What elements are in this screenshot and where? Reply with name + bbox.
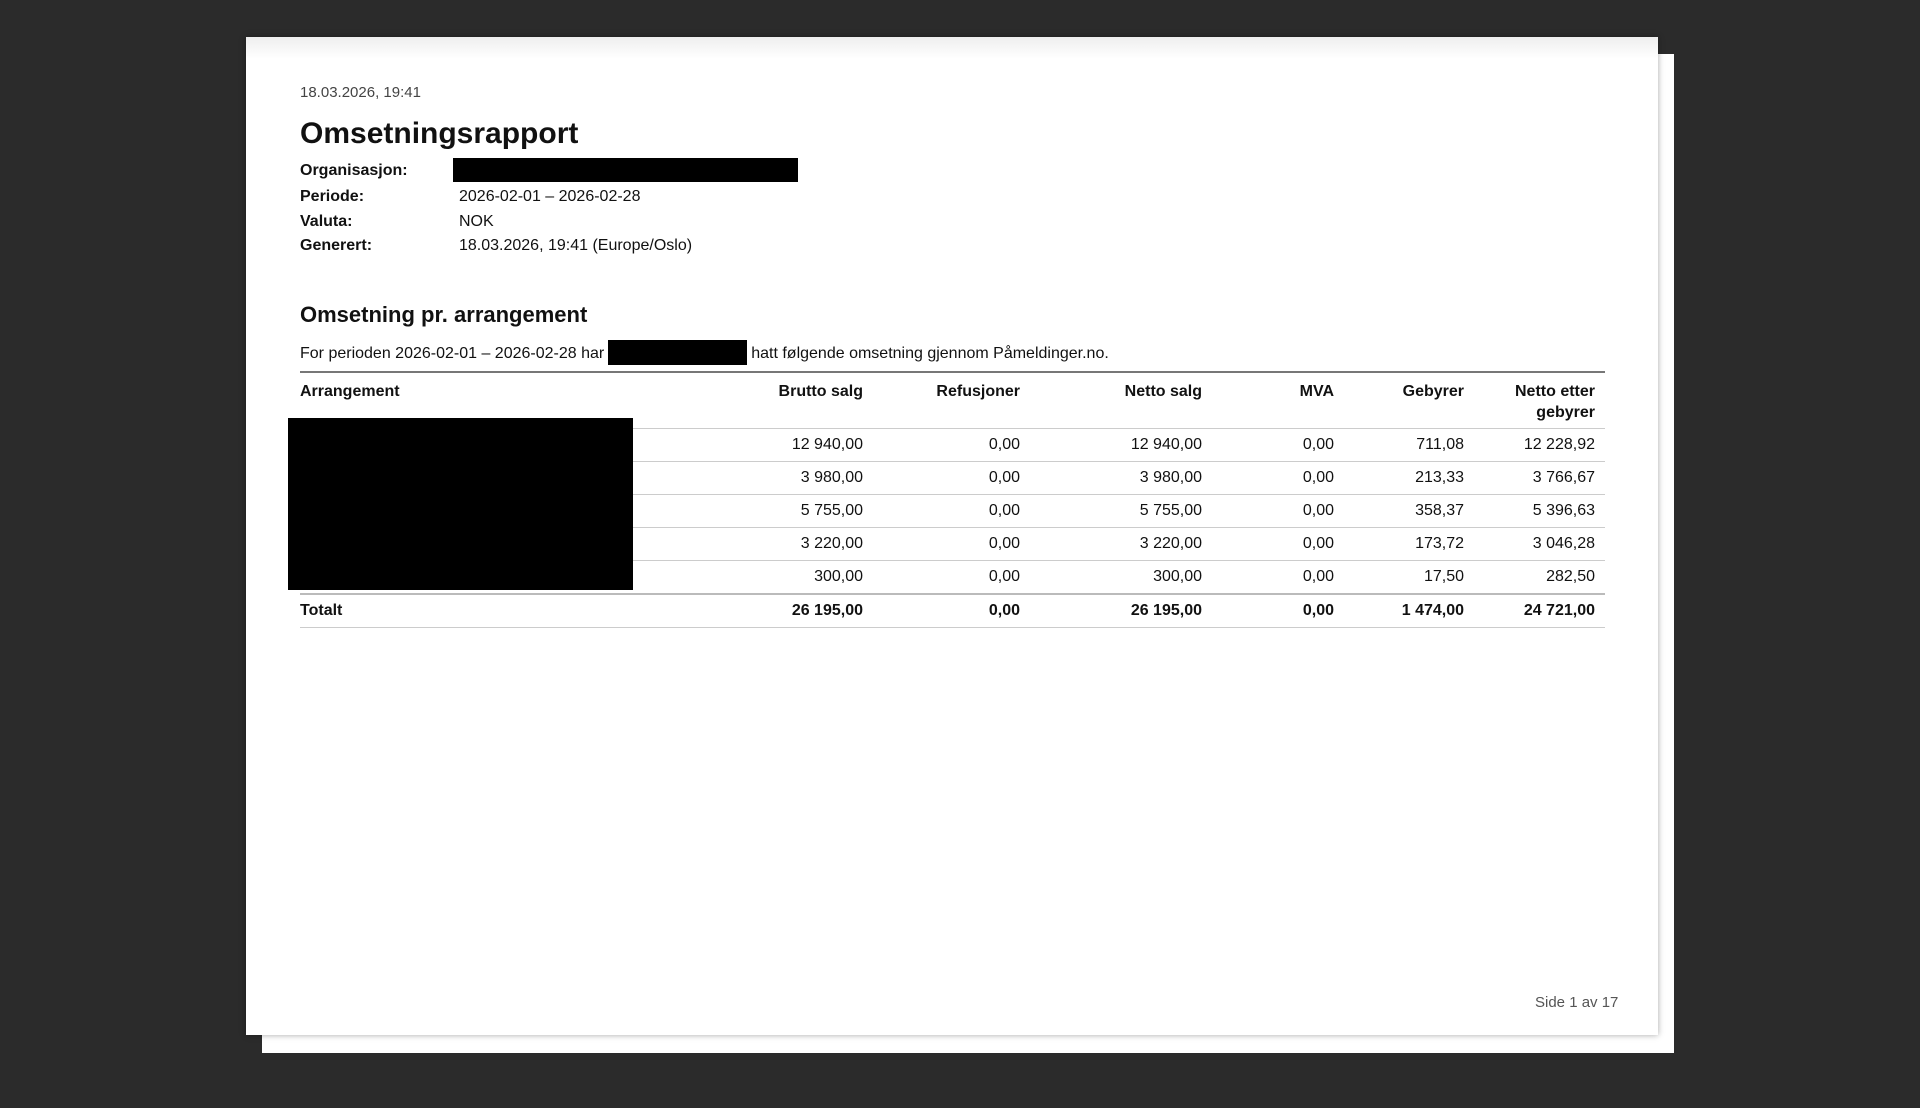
meta-value-generated: 18.03.2026, 19:41 (Europe/Oslo) (459, 237, 693, 254)
cell-netto-etter: 12 228,92 (1474, 429, 1605, 462)
cell-mva: 0,00 (1212, 462, 1344, 495)
col-mva: MVA (1212, 372, 1344, 429)
cell-netto: 12 940,00 (1030, 429, 1212, 462)
total-netto: 26 195,00 (1030, 594, 1212, 628)
col-netto-etter: Netto etter gebyrer (1474, 372, 1605, 429)
redacted-arrangement-names (288, 418, 633, 590)
cell-mva: 0,00 (1212, 495, 1344, 528)
total-gebyrer: 1 474,00 (1344, 594, 1474, 628)
section-intro (300, 340, 1109, 365)
col-refusjoner: Refusjoner (873, 372, 1030, 429)
cell-brutto: 3 220,00 (720, 528, 873, 561)
cell-gebyrer: 358,37 (1344, 495, 1474, 528)
cell-refusjoner: 0,00 (873, 561, 1030, 595)
cell-netto-etter: 3 766,67 (1474, 462, 1605, 495)
cell-netto: 3 220,00 (1030, 528, 1212, 561)
total-refusjoner: 0,00 (873, 594, 1030, 628)
intro-before: For perioden 2026-02-01 – 2026-02-28 har (300, 345, 605, 362)
cell-netto-etter: 282,50 (1474, 561, 1605, 595)
cell-netto: 300,00 (1030, 561, 1212, 595)
cell-netto-etter: 3 046,28 (1474, 528, 1605, 561)
meta-label-period: Periode: (300, 188, 365, 205)
section-title: Omsetning pr. arrangement (300, 302, 588, 327)
cell-refusjoner: 0,00 (873, 462, 1030, 495)
col-netto: Netto salg (1030, 372, 1212, 429)
cell-mva: 0,00 (1212, 429, 1344, 462)
print-timestamp: 18.03.2026, 19:41 (300, 84, 421, 101)
page-title: Omsetningsrapport (300, 117, 579, 150)
meta-value-period: 2026-02-01 – 2026-02-28 (459, 188, 641, 205)
cell-gebyrer: 173,72 (1344, 528, 1474, 561)
cell-gebyrer: 17,50 (1344, 561, 1474, 595)
cell-brutto: 12 940,00 (720, 429, 873, 462)
meta-label-organisation: Organisasjon: (300, 162, 408, 179)
cell-refusjoner: 0,00 (873, 429, 1030, 462)
cell-gebyrer: 711,08 (1344, 429, 1474, 462)
total-mva: 0,00 (1212, 594, 1344, 628)
page-top-shade (246, 37, 1658, 59)
cell-netto: 3 980,00 (1030, 462, 1212, 495)
cell-refusjoner: 0,00 (873, 528, 1030, 561)
cell-refusjoner: 0,00 (873, 495, 1030, 528)
redacted-organisation-inline (608, 340, 747, 365)
meta-label-currency: Valuta: (300, 213, 353, 230)
col-gebyrer: Gebyrer (1344, 372, 1474, 429)
cell-brutto: 3 980,00 (720, 462, 873, 495)
meta-label-generated: Generert: (300, 237, 373, 254)
cell-netto-etter: 5 396,63 (1474, 495, 1605, 528)
total-arrangement: Totalt (300, 594, 720, 628)
total-netto-etter: 24 721,00 (1474, 594, 1605, 628)
meta-value-currency: NOK (459, 213, 494, 230)
page-number: Side 1 av 17 (1535, 994, 1619, 1011)
cell-mva: 0,00 (1212, 528, 1344, 561)
total-row (300, 594, 1605, 628)
redacted-organisation (453, 158, 798, 182)
cell-netto: 5 755,00 (1030, 495, 1212, 528)
cell-gebyrer: 213,33 (1344, 462, 1474, 495)
intro-after: hatt følgende omsetning gjennom Påmeldinger.no. (751, 345, 1109, 362)
cell-brutto: 5 755,00 (720, 495, 873, 528)
cell-mva: 0,00 (1212, 561, 1344, 595)
col-arrangement: Arrangement (300, 372, 720, 429)
col-brutto: Brutto salg (720, 372, 873, 429)
total-brutto: 26 195,00 (720, 594, 873, 628)
cell-brutto: 300,00 (720, 561, 873, 595)
